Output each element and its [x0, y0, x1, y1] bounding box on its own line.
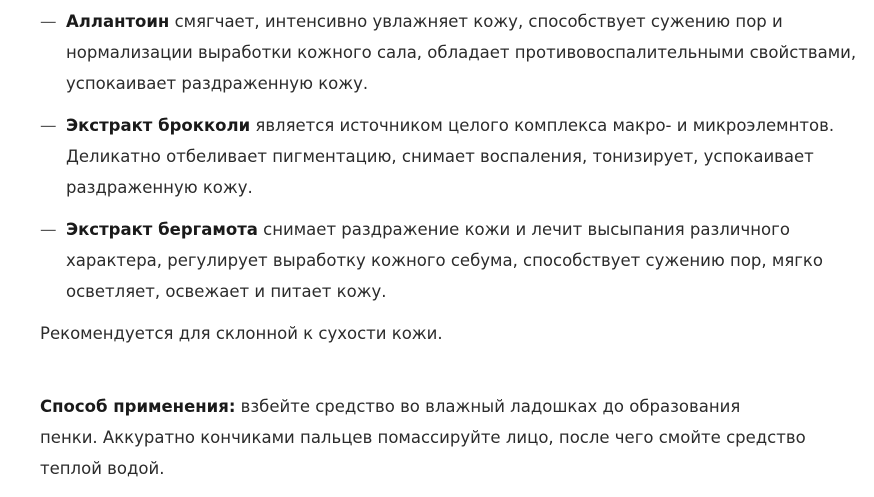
ingredient-desc-line3: успокаивает раздраженную кожу.: [66, 74, 369, 93]
ingredient-desc-line3: раздраженную кожу.: [66, 178, 253, 197]
usage-line2: пенки. Аккуратно кончиками пальцев помассируйте лицо, после чего смойте средство: [40, 428, 806, 447]
ingredient-desc-line1: снимает раздражение кожи и лечит высыпания различного: [257, 220, 790, 239]
ingredient-desc-line3: осветляет, освежает и питает кожу.: [66, 282, 387, 301]
ingredient-desc-line2: Деликатно отбеливает пигментацию, снимает воспаления, тонизирует, успокаивает: [66, 147, 814, 166]
ingredient-desc-line1: является источником целого комплекса макро- и микроэлемнтов.: [250, 116, 835, 135]
ingredient-item-bergamot: [40, 214, 870, 307]
ingredient-desc-line1: смягчает, интенсивно увлажняет кожу, способствует сужению пор и: [169, 12, 783, 31]
ingredient-desc-line2: нормализации выработки кожного сала, обладает противовоспалительными свойствами,: [66, 43, 857, 62]
ingredient-name: Экстракт брокколи: [66, 116, 251, 135]
ingredient-name: Аллантоин: [66, 12, 170, 31]
recommendation-text: Рекомендуется для склонной к сухости кожи.: [40, 324, 443, 343]
ingredient-item-allantoin: [40, 6, 870, 99]
usage-line3: теплой водой.: [40, 459, 165, 478]
product-description: [40, 6, 870, 484]
usage-paragraph: [40, 391, 870, 484]
ingredient-desc-line2: характера, регулирует выработку кожного себума, способствует сужению пор, мягко: [66, 251, 823, 270]
list-dash: —: [40, 12, 57, 31]
ingredient-name: Экстракт бергамота: [66, 220, 258, 239]
usage-label: Способ применения:: [40, 397, 236, 416]
ingredients-list: [40, 6, 870, 307]
usage-line1: взбейте средство во влажный ладошках до образования: [235, 397, 741, 416]
list-dash: —: [40, 220, 57, 239]
ingredient-item-broccoli: [40, 110, 870, 203]
list-dash: —: [40, 116, 57, 135]
